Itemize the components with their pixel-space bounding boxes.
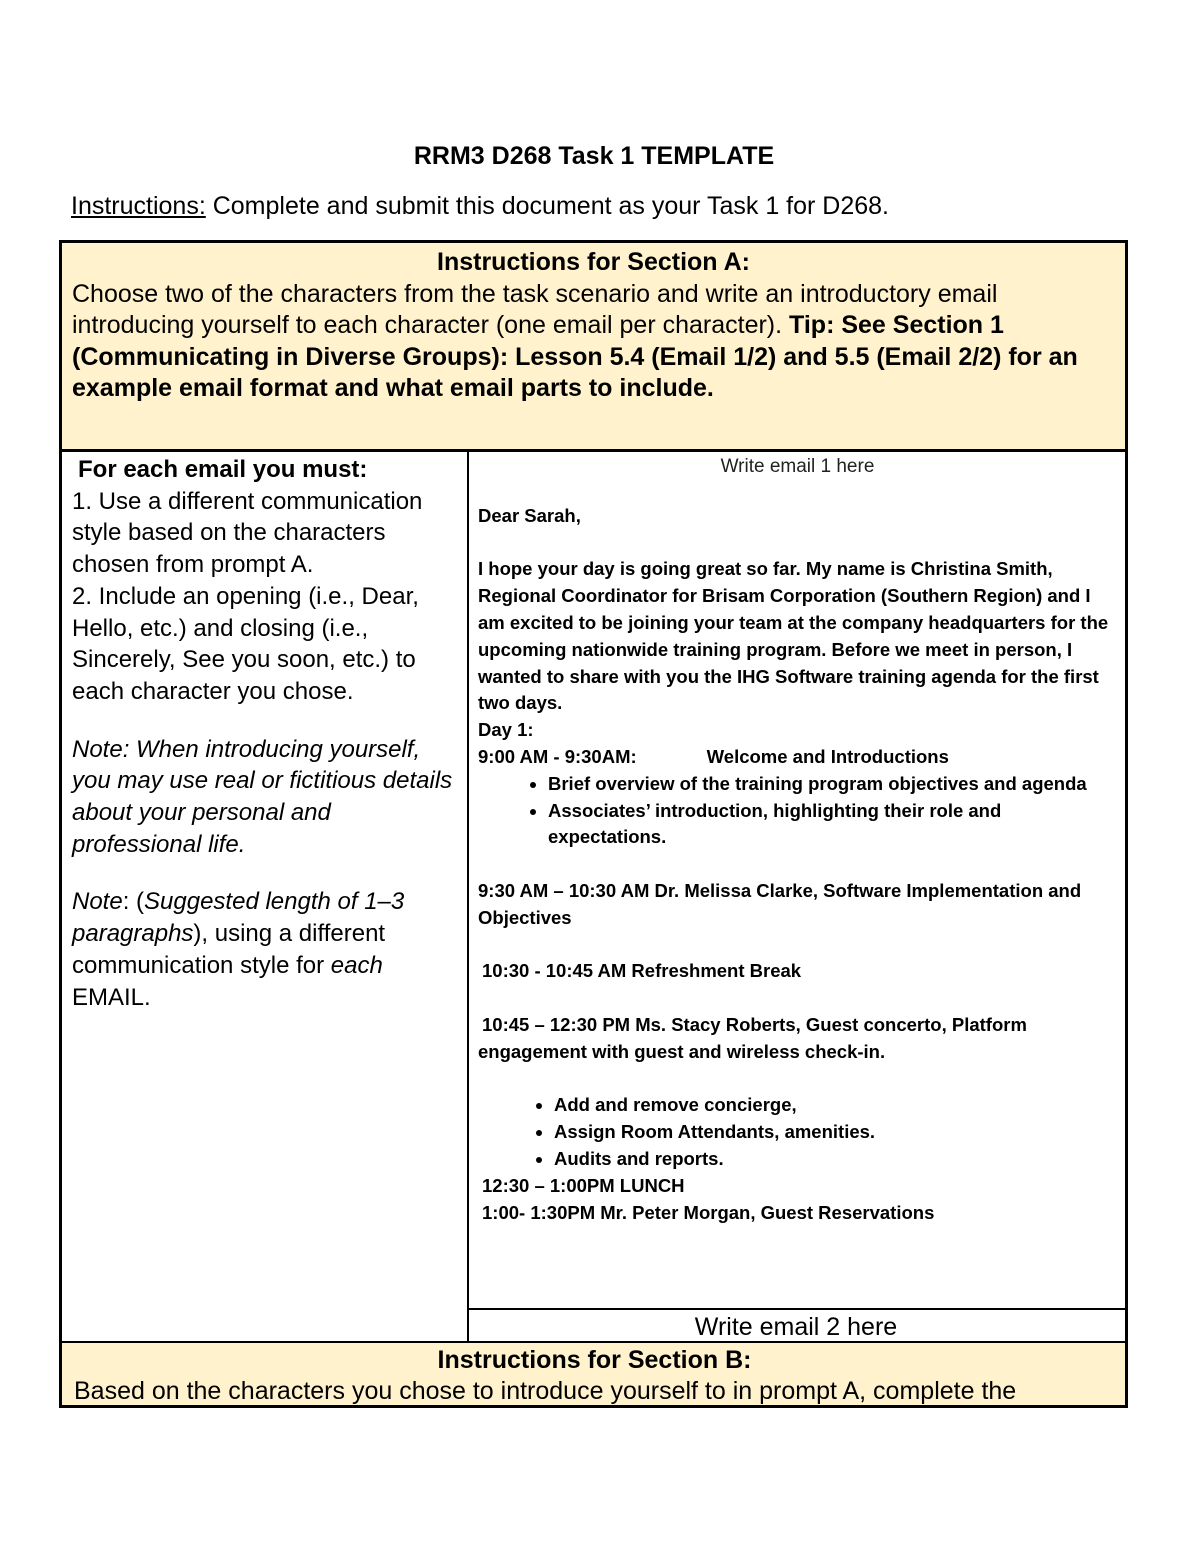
note-2-colon: : ( — [122, 888, 145, 916]
email-1-paragraph: I hope your day is going great so far. My name is Christina Smith, Regional Coordinator for Brisam Corporation (Southern Region) and I am excited to be joining your team at the company headquarters for the upcoming nationwide training program. Before we meet in person, I wanted to share with you the IHG Software training agenda for the first two days. — [478, 558, 1109, 714]
requirements-heading: For each email you must: — [78, 456, 368, 483]
note-2-label: Note — [72, 888, 123, 916]
instructions-label: Instructions: — [71, 192, 206, 220]
section-b-instructions — [59, 1341, 1128, 1408]
email-1-lunch: 12:30 – 1:00PM LUNCH — [482, 1174, 685, 1196]
requirement-1: 1. Use a different communication style based on the characters chosen from prompt A. — [72, 487, 423, 579]
section-b-body: Based on the characters you chose to introduce yourself to in prompt A, complete the — [74, 1377, 1017, 1405]
list-item: • Assign Room Attendants, amenities. — [554, 1119, 1117, 1146]
email-1-slot-3: 10:30 - 10:45 AM Refreshment Break — [482, 960, 802, 982]
section-a-body — [72, 279, 1115, 405]
email-1-day: Day 1: — [478, 719, 534, 741]
note-1 — [72, 734, 457, 861]
note-2-length: Suggested length of 1–3 paragraphs — [72, 888, 405, 948]
list-item: • Brief overview of the training program objectives and agenda — [548, 771, 1117, 798]
slot-1-title: Welcome and Introductions — [706, 745, 949, 767]
email-2-cell[interactable]: Write email 2 here — [467, 1308, 1128, 1343]
list-item: • Add and remove concierge, — [554, 1092, 1117, 1119]
email-1-cell[interactable] — [467, 450, 1128, 1310]
email-1-slot-4 — [478, 1012, 1117, 1066]
note-2-mid: ), using a different communication style for — [72, 920, 386, 979]
email-1-slot-2: 9:30 AM – 10:30 AM Dr. Melissa Clarke, Software Implementation and Objectives — [478, 879, 1082, 928]
section-a-text: Choose two of the characters from the task scenario and write an introductory email introducing yourself to each character (one email per character). — [72, 279, 998, 339]
section-b-heading: Instructions for Section B: — [437, 1346, 752, 1374]
section-a-instructions — [59, 240, 1128, 452]
slot-1-bullets — [478, 771, 1117, 851]
instructions-line — [71, 192, 889, 221]
list-item: • Audits and reports. — [554, 1146, 1117, 1173]
note-2 — [72, 886, 457, 1013]
email-1-greeting: Dear Sarah, — [478, 504, 581, 526]
requirement-2: 2. Include an opening (i.e., Dear, Hello, etc.) and closing (i.e., Sincerely, See you soon, etc.) to each character you chose. — [72, 582, 419, 705]
email-1-heading: Write email 1 here — [720, 456, 875, 477]
email-1-slot-1 — [478, 744, 1117, 771]
note-1-text: Note: When introducing yourself, you may use real or fictitious details about your personal and professional life. — [72, 735, 453, 858]
slot-1-time: 9:00 AM - 9:30AM: — [478, 745, 637, 767]
document-title: RRM3 D268 Task 1 TEMPLATE — [413, 142, 775, 170]
section-a-tip: Tip: See Section 1 (Communicating in Diverse Groups): Lesson 5.4 (Email 1/2) and 5.5 (Email 2/2) for an example email format and what email parts to include. — [72, 311, 1078, 402]
slot-4-text: 10:45 – 12:30 PM Ms. Stacy Roberts, Guest concerto, Platform engagement with guest and wireless check-in. — [478, 1013, 1027, 1062]
slot-4-bullets — [478, 1092, 1117, 1172]
list-item: • Associates’ introduction, highlighting their role and expectations. — [548, 798, 1117, 852]
note-2-end: EMAIL. — [72, 983, 151, 1011]
section-a-heading: Instructions for Section A: — [437, 248, 750, 276]
email-requirements-cell — [59, 450, 469, 1343]
note-2-each: each — [330, 951, 383, 979]
email-1-slot-5: 1:00- 1:30PM Mr. Peter Morgan, Guest Reservations — [482, 1201, 935, 1223]
instructions-text: Complete and submit this document as your Task 1 for D268. — [205, 192, 889, 220]
